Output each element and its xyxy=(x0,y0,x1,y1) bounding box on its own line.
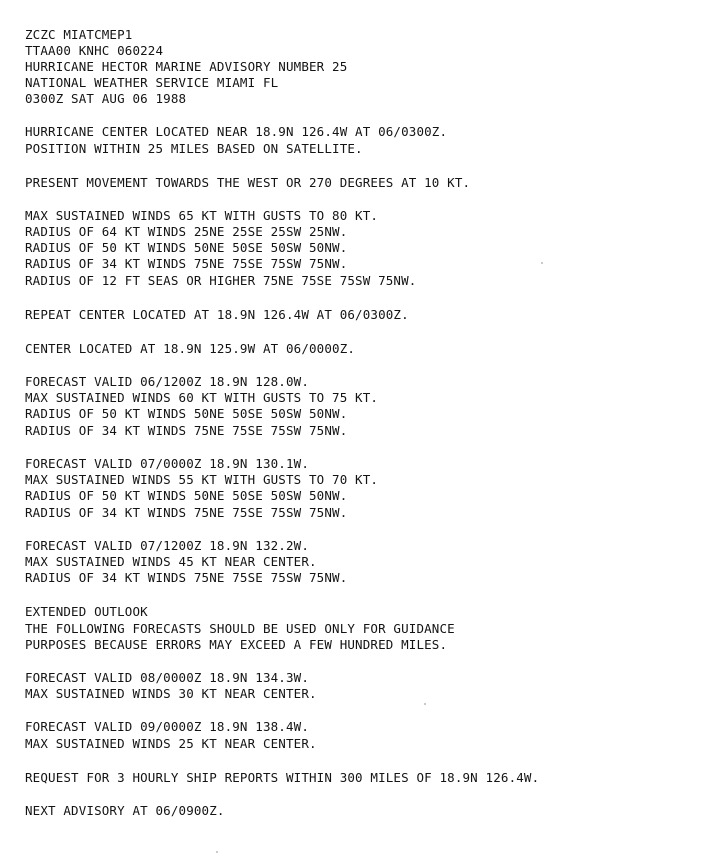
forecast-1-radius-34: RADIUS OF 34 KT WINDS 75NE 75SE 75SW 75NW. xyxy=(25,423,348,438)
forecast-1-radius-50: RADIUS OF 50 KT WINDS 50NE 50SE 50SW 50NW. xyxy=(25,406,348,421)
scan-speck xyxy=(216,851,218,853)
header-line-5: 0300Z SAT AUG 06 1988 xyxy=(25,91,187,106)
forecast-4-max: MAX SUSTAINED WINDS 30 KT NEAR CENTER. xyxy=(25,686,317,701)
forecast-2-radius-50: RADIUS OF 50 KT WINDS 50NE 50SE 50SW 50NW. xyxy=(25,488,348,503)
winds-radius-34: RADIUS OF 34 KT WINDS 75NE 75SE 75SW 75NW. xyxy=(25,256,348,271)
forecast-3-radius-34: RADIUS OF 34 KT WINDS 75NE 75SE 75SW 75NW. xyxy=(25,570,348,585)
ship-report-request: REQUEST FOR 3 HOURLY SHIP REPORTS WITHIN 300 MILES OF 18.9N 126.4W. xyxy=(25,770,540,785)
winds-max: MAX SUSTAINED WINDS 65 KT WITH GUSTS TO 80 KT. xyxy=(25,208,379,223)
repeat-center-line: REPEAT CENTER LOCATED AT 18.9N 126.4W AT 06/0300Z. xyxy=(25,307,409,322)
movement-line: PRESENT MOVEMENT TOWARDS THE WEST OR 270 DEGREES AT 10 KT. xyxy=(25,175,471,190)
forecast-1-max: MAX SUSTAINED WINDS 60 KT WITH GUSTS TO 75 KT. xyxy=(25,390,379,405)
center-line-2: POSITION WITHIN 25 MILES BASED ON SATELLITE. xyxy=(25,141,363,156)
header-line-4: NATIONAL WEATHER SERVICE MIAMI FL xyxy=(25,75,279,90)
outlook-title: EXTENDED OUTLOOK xyxy=(25,604,148,619)
previous-center-line: CENTER LOCATED AT 18.9N 125.9W AT 06/0000Z. xyxy=(25,341,356,356)
forecast-3-valid: FORECAST VALID 07/1200Z 18.9N 132.2W. xyxy=(25,538,309,553)
forecast-3-max: MAX SUSTAINED WINDS 45 KT NEAR CENTER. xyxy=(25,554,317,569)
forecast-4-valid: FORECAST VALID 08/0000Z 18.9N 134.3W. xyxy=(25,670,309,685)
header-line-1: ZCZC MIATCMEP1 xyxy=(25,27,133,42)
seas-radius: RADIUS OF 12 FT SEAS OR HIGHER 75NE 75SE 75SW 75NW. xyxy=(25,273,417,288)
scan-speck xyxy=(424,703,426,705)
forecast-2-valid: FORECAST VALID 07/0000Z 18.9N 130.1W. xyxy=(25,456,309,471)
scan-speck xyxy=(541,262,543,264)
header-line-2: TTAA00 KNHC 060224 xyxy=(25,43,164,58)
forecast-5-valid: FORECAST VALID 09/0000Z 18.9N 138.4W. xyxy=(25,719,309,734)
header-line-3: HURRICANE HECTOR MARINE ADVISORY NUMBER 25 xyxy=(25,59,348,74)
winds-radius-64: RADIUS OF 64 KT WINDS 25NE 25SE 25SW 25NW. xyxy=(25,224,348,239)
next-advisory-line: NEXT ADVISORY AT 06/0900Z. xyxy=(25,803,225,818)
forecast-2-radius-34: RADIUS OF 34 KT WINDS 75NE 75SE 75SW 75NW. xyxy=(25,505,348,520)
center-line-1: HURRICANE CENTER LOCATED NEAR 18.9N 126.4W AT 06/0300Z. xyxy=(25,124,448,139)
winds-radius-50: RADIUS OF 50 KT WINDS 50NE 50SE 50SW 50NW. xyxy=(25,240,348,255)
forecast-5-max: MAX SUSTAINED WINDS 25 KT NEAR CENTER. xyxy=(25,736,317,751)
forecast-2-max: MAX SUSTAINED WINDS 55 KT WITH GUSTS TO 70 KT. xyxy=(25,472,379,487)
forecast-1-valid: FORECAST VALID 06/1200Z 18.9N 128.0W. xyxy=(25,374,309,389)
outlook-line-2: PURPOSES BECAUSE ERRORS MAY EXCEED A FEW HUNDRED MILES. xyxy=(25,637,448,652)
outlook-line-1: THE FOLLOWING FORECASTS SHOULD BE USED ONLY FOR GUIDANCE xyxy=(25,621,455,636)
